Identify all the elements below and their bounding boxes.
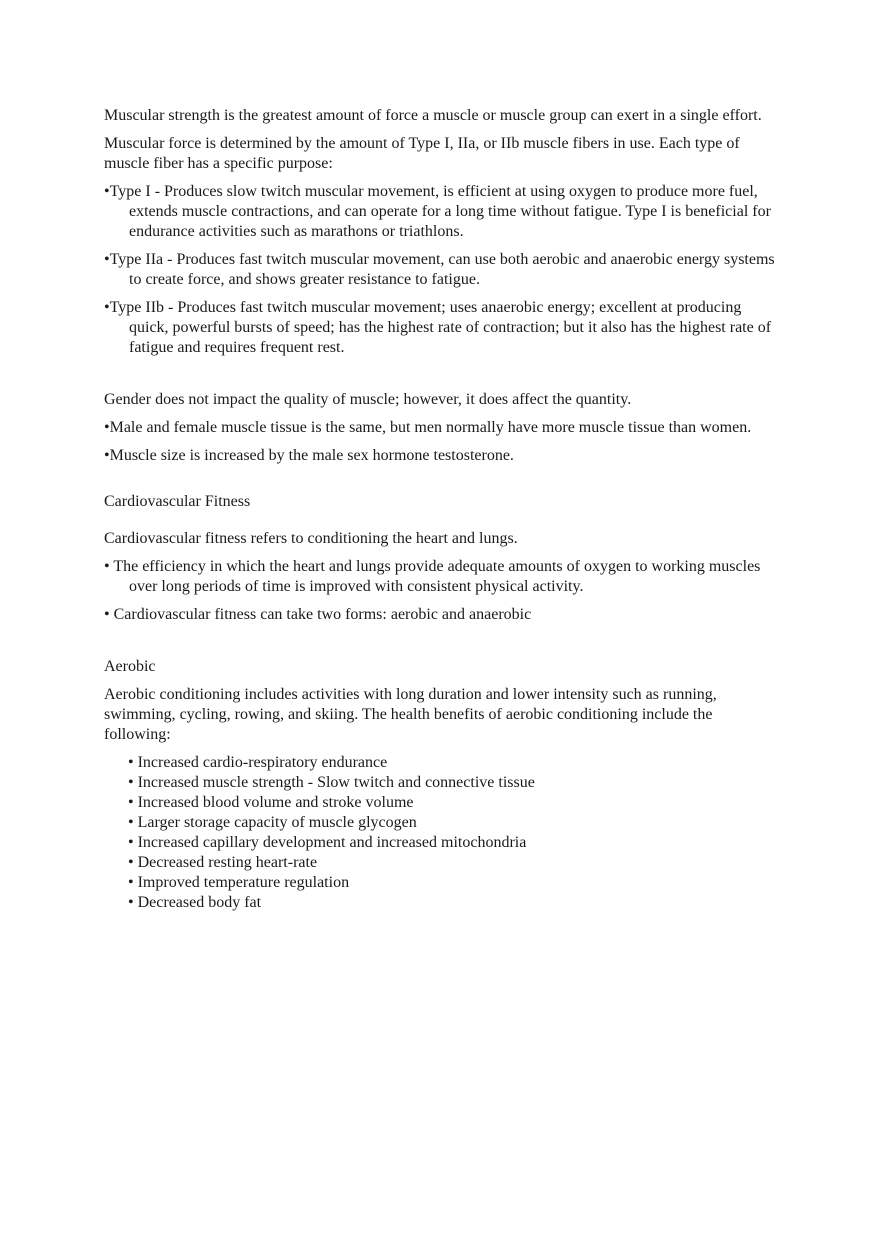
benefit-item: • Decreased resting heart-rate bbox=[128, 854, 318, 871]
cardio-item: • Cardiovascular fitness can take two forms: aerobic and anaerobic bbox=[104, 606, 532, 623]
benefit-item: • Increased blood volume and stroke volume bbox=[128, 794, 414, 811]
benefit-item: • Larger storage capacity of muscle glycogen bbox=[128, 814, 417, 831]
cardio-intro: Cardiovascular fitness refers to conditioning the heart and lungs. bbox=[104, 530, 518, 547]
aerobic-intro: Aerobic conditioning includes activities with long duration and lower intensity such as running, swimming, cycling, rowing, and skiing. The health benefits of aerobic conditioning include the following: bbox=[104, 686, 717, 743]
gender-list bbox=[104, 418, 780, 466]
fiber-type-list bbox=[104, 182, 780, 358]
gender-item: •Muscle size is increased by the male sex hormone testosterone. bbox=[104, 447, 514, 464]
benefit-item: • Increased capillary development and increased mitochondria bbox=[128, 834, 527, 851]
benefit-item: • Increased cardio-respiratory endurance bbox=[128, 754, 388, 771]
gender-item: •Male and female muscle tissue is the same, but men normally have more muscle tissue than women. bbox=[104, 419, 752, 436]
cardio-item: • The efficiency in which the heart and lungs provide adequate amounts of oxygen to working muscles over long periods of time is improved with consistent physical activity. bbox=[104, 558, 761, 595]
document-page bbox=[104, 106, 780, 913]
spacer bbox=[104, 474, 780, 492]
strength-definition: Muscular strength is the greatest amount of force a muscle or muscle group can exert in a single effort. bbox=[104, 107, 762, 124]
aerobic-heading: Aerobic bbox=[104, 658, 156, 675]
force-definition: Muscular force is determined by the amount of Type I, IIa, or IIb muscle fibers in use. Each type of muscle fiber has a specific purpose: bbox=[104, 135, 740, 172]
spacer bbox=[104, 633, 780, 657]
fiber-type-item: •Type I - Produces slow twitch muscular movement, is efficient at using oxygen to produce more fuel, extends muscle contractions, and can operate for a long time without fatigue. Type I is beneficial for endurance activities such as marathons or triathlons. bbox=[104, 183, 771, 240]
aerobic-benefits-list bbox=[104, 753, 780, 913]
spacer bbox=[104, 366, 780, 390]
benefit-item: • Increased muscle strength - Slow twitch and connective tissue bbox=[128, 774, 535, 791]
cardio-heading: Cardiovascular Fitness bbox=[104, 493, 251, 510]
cardio-list bbox=[104, 557, 780, 625]
gender-intro: Gender does not impact the quality of muscle; however, it does affect the quantity. bbox=[104, 391, 632, 408]
benefit-item: • Decreased body fat bbox=[128, 894, 262, 911]
fiber-type-item: •Type IIa - Produces fast twitch muscular movement, can use both aerobic and anaerobic energy systems to create force, and shows greater resistance to fatigue. bbox=[104, 251, 775, 288]
benefit-item: • Improved temperature regulation bbox=[128, 874, 350, 891]
fiber-type-item: •Type IIb - Produces fast twitch muscular movement; uses anaerobic energy; excellent at producing quick, powerful bursts of speed; has the highest rate of contraction; but it also has the highest rate of fatigue and requires frequent rest. bbox=[104, 299, 772, 356]
